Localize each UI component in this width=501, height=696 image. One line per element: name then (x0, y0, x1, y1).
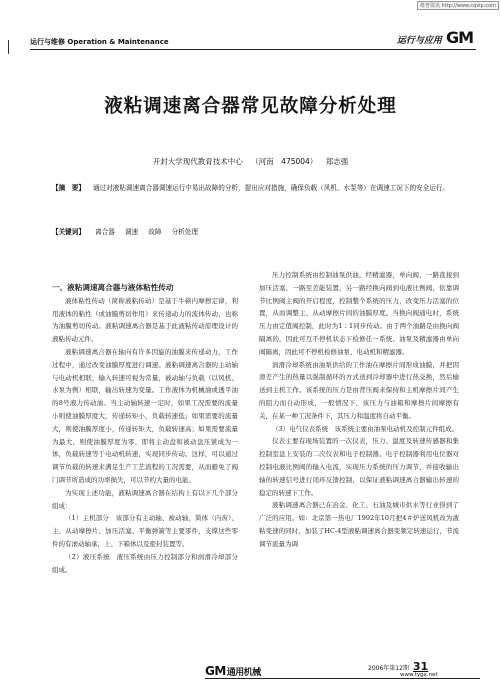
right-column (259, 269, 459, 551)
paragraph: （2）液压系统 液压系统由压力控制部分和润滑冷却部分组成。 (52, 552, 238, 574)
keyword: 故障 (148, 228, 162, 236)
journal-logo: GM (445, 28, 473, 47)
paragraph: 液体粘性传动（简称液粘传动）是基于牛顿内摩擦定律，利用液体的粘性（或油膜剪切作用）来传递动力的流体传动，也称为油膜剪切传动。液粘调速离合器是基于此液粘传动原理设计的液粘传动元件。 (52, 296, 238, 344)
keyword: 离合器 (95, 228, 115, 236)
affiliation: 开封大学现代教育技术中心 (152, 157, 243, 166)
footer-url: www.tygx.net (400, 672, 438, 678)
section-tag: 运行与维修 Operation & Maintenance (30, 38, 169, 46)
keyword: 调速 (124, 228, 139, 236)
margin-bar (8, 40, 9, 54)
paragraph: （3）电气仪表系统 该系统主要由油泵电动机及控制元件组成。 (272, 424, 459, 433)
article-title: 液粘调速离合器常见故障分析处理 (104, 96, 397, 117)
paragraph: 仪表主要有现场装置的一次仪表，压力、温度及转速传感器和集控制室盘上安装的二次仪表和电子控制器。电子控制器利用电位器对控制电液比例阀的输入电流，实现压力系统的压力调节，并接收输出轴的转速信号进行闭环反馈控制，以保证液粘调速离合器输出转速的稳定的转速下工作。 (259, 437, 459, 497)
section-tag-right: 运行与应用 (396, 36, 442, 46)
abstract-text: 通过对液粘调速离合器调速运行中易出故障的分析，提出应对措施，确保负载（风机、水泵等）在调速工况下的安全运行。 (92, 184, 450, 192)
keyword: 分析处理 (171, 228, 198, 236)
paragraph: 压力控制系统由控制油泵供油，经精滤器，单向阀，一路直接到加压活塞，一路至差能装置，另一路经换向阀到电液比例阀，依靠调节比例阀主阀的开启程度，控制整个系统的压力，改变压力活塞的位置，从而调整主、从动摩擦片间的油膜厚度。当换向阀通电时，系统压力由定值阀控制，此时为1∶1同步传动。由于两个油路是由换向阀隔离的，因此可互不停机状态下检修任一系统。油泵及精滤器由单向阀隔离，因此可不停机检修油泵、电动机和精滤器。 (259, 271, 459, 356)
keywords-label: 【关键词】 (52, 228, 85, 236)
header-rule (30, 49, 476, 50)
paragraph: 液粘调速离合器已在冶金、化工、石油及城市供水等行业得到了广泛的应用。如：北京第一热电厂1992年10月把4＃炉送风机改为液粘变速的同时，加装了HC-4型液粘调速离合器变频定转速运行，节流调节流量为调 (259, 501, 459, 548)
abstract (52, 182, 457, 195)
footer-logo: GM (205, 664, 226, 678)
footer-journal-name: 通用机械 (226, 668, 261, 678)
issue-label: 2006年第12期 (368, 665, 409, 672)
paragraph: 润滑冷却系统由油泵供给的工作油在摩擦片间形成油膜，并把因滑差产生的热量以强制循环的方式送到冷却器中进行热交换，然后输送到主机工作。该系统的压力是由背压阀来保持和主机摩擦片间产生的阻力而自动形成，一般情况下，该压力与油箱和摩擦片间摩擦有关，在某一种工况条件下，其压力和温度将自动平衡。 (259, 360, 459, 420)
watermark-badge: 维普资讯 http://www.cqvip.com (417, 1, 499, 10)
author-name: 郑志强 (325, 157, 349, 166)
left-column (52, 282, 238, 576)
journal-brand (397, 28, 473, 47)
paragraph: （1）主机部分 该部分有主动轴、被动轴、简体（内齿）、主、从动摩擦片、加压活塞、平衡弹簧等主要零件，支撑这些零件的有滚动轴承，上、下箱体以及密封装置等。 (52, 514, 238, 548)
section-heading: 一、液粘调速离合器与液体粘性传动 (52, 283, 174, 292)
footer-brand (205, 664, 261, 678)
author-line (0, 156, 501, 167)
paragraph: 液粘调速离合器在轴向有许多因旋的油膜来传递动力，工作过程中，通过改变油膜厚度进行调速。液粘调速离合器的主动轴与电动机相联，输入转速可视为常量，被动轴与负载（以风机、水泵为例）相联，输出转速为变量。工作液体为机械油或透平油的8号液力传动油。当主动轴转速一定时，如果工况需要的流量小则使油膜厚度大，传递转矩小，负载转速低；如果需要的流量大，则使油膜厚度小，传递转矩大，负载转速高；如果需要流量为最大，则使油膜厚度为零，即将主动盘和被动盘压紧成为一体，负载转速等于电动机转速，实现同步传动。这样，可以通过调节负载的转速来满足生产工艺流程的工况需要，从而避免了阀门调节所造成的功率损失，可以节约大量的电能。 (52, 347, 238, 484)
keywords (52, 226, 206, 236)
paragraph: 为实现上述功能，液粘调速离合器在结构上有以下几个部分组成： (52, 488, 238, 510)
abstract-label: 【摘 要】 (52, 184, 85, 192)
location: （河南 475004） (251, 157, 318, 166)
page-number: 31 (412, 660, 429, 673)
footer-rule (205, 678, 480, 679)
